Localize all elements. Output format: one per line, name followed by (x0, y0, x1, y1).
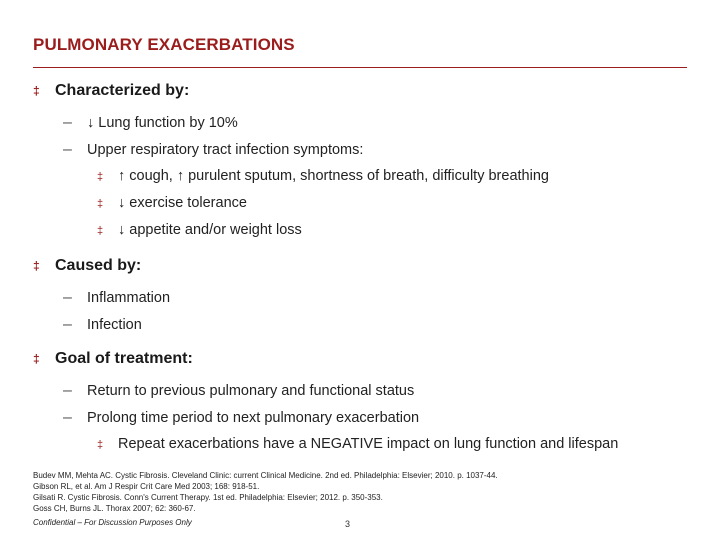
sub-list-item (97, 195, 247, 211)
item-text: Prolong time period to next pulmonary exacerbation (87, 410, 420, 426)
reference-line: Budev MM, Mehta AC. Cystic Fibrosis. Cleveland Clinic: current Clinical Medicine. 2nd ed. Philadelphia: Elsevier; 2010. p. 1037-44. (33, 471, 498, 480)
reference-line: Gibson RL, et al. Am J Respir Crit Care Med 2003; 168: 918-51. (33, 482, 260, 491)
dash-icon: – (63, 316, 72, 333)
title-divider (33, 67, 687, 68)
section-heading-goal (33, 350, 193, 368)
list-item (63, 382, 414, 400)
list-item (63, 141, 363, 159)
bullet-icon: ‡ (97, 225, 104, 237)
reference-line: Gilsati R. Cystic Fibrosis. Conn's Current Therapy. 1st ed. Philadelphia: Elsevier; 2012. p. 350-353. (33, 493, 383, 502)
item-text: Return to previous pulmonary and functional status (87, 383, 415, 399)
item-text: ↑ cough, ↑ purulent sputum, shortness of breath, difficulty breathing (118, 168, 549, 184)
dash-icon: – (63, 409, 72, 426)
list-item (63, 114, 238, 132)
item-text: ↓ appetite and/or weight loss (118, 222, 302, 238)
page-number: 3 (345, 519, 351, 529)
bullet-icon: ‡ (33, 84, 40, 98)
references (33, 470, 498, 514)
item-text: Repeat exacerbations have a NEGATIVE impact on lung function and lifespan (118, 436, 619, 452)
reference-line: Goss CH, Burns JL. Thorax 2007; 62: 360-67. (33, 504, 196, 513)
section-heading-caused (33, 257, 141, 275)
list-item (63, 409, 419, 427)
slide-title: PULMONARY EXACERBATIONS (33, 35, 295, 54)
bullet-icon: ‡ (97, 439, 104, 451)
bullet-icon: ‡ (33, 259, 40, 273)
heading-text: Goal of treatment: (55, 350, 193, 367)
dash-icon: – (63, 141, 72, 158)
item-text: Upper respiratory tract infection symptoms: (87, 142, 364, 158)
bullet-icon: ‡ (97, 171, 104, 183)
dash-icon: – (63, 382, 72, 399)
item-text: ↓ exercise tolerance (118, 195, 247, 211)
sub-list-item (97, 436, 618, 452)
sub-list-item (97, 222, 302, 238)
sub-list-item (97, 168, 549, 184)
dash-icon: – (63, 114, 72, 131)
list-item (63, 316, 142, 334)
item-text: ↓ Lung function by 10% (87, 115, 238, 131)
heading-text: Characterized by: (55, 82, 190, 99)
list-item (63, 289, 170, 307)
heading-text: Caused by: (55, 257, 142, 274)
dash-icon: – (63, 289, 72, 306)
confidential-footer: Confidential – For Discussion Purposes Only (33, 518, 192, 527)
bullet-icon: ‡ (97, 198, 104, 210)
section-heading-characterized (33, 82, 189, 100)
item-text: Infection (87, 317, 142, 333)
bullet-icon: ‡ (33, 352, 40, 366)
item-text: Inflammation (87, 290, 171, 306)
